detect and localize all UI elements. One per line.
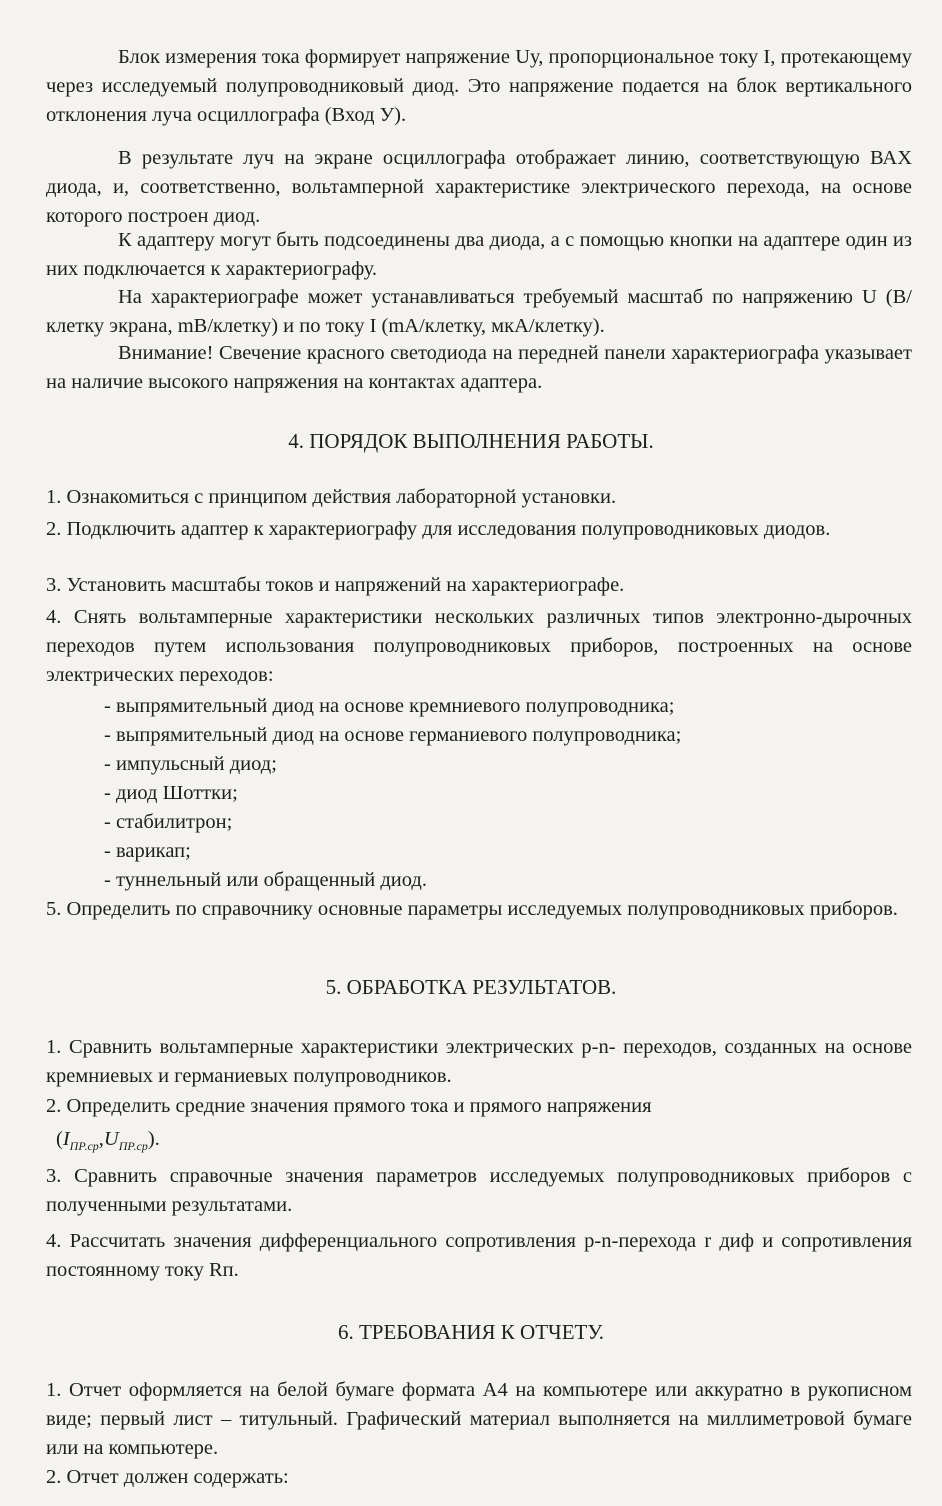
subitem-germanium: - выпрямительный диод на основе германиевого полупроводника; [104, 724, 682, 746]
subitem-silicon: - выпрямительный диод на основе кремниевого полупроводника; [104, 695, 675, 717]
section-5-item-3: 3. Сравнить справочные значения параметров исследуемых полупроводниковых приборов с полученными результатами. [46, 1165, 912, 1216]
section-4-item-2: 2. Подключить адаптер к характериографу для исследования полупроводниковых диодов. [46, 518, 831, 540]
section-6-item-1: 1. Отчет оформляется на белой бумаге формата А4 на компьютере или аккуратно в рукописном виде; первый лист – титульный. Графический материал выполняется на миллиметровой бумаге или на компьютере. [46, 1379, 912, 1459]
section-5-title: 5. ОБРАБОТКА РЕЗУЛЬТАТОВ. [325, 975, 617, 999]
section-5-item-1: 1. Сравнить вольтамперные характеристики электрических p-n- переходов, созданных на основе кремниевых и германиевых полупроводников. [46, 1036, 912, 1087]
section-4-title: 4. ПОРЯДОК ВЫПОЛНЕНИЯ РАБОТЫ. [288, 429, 654, 453]
section-5-item-2: 2. Определить средние значения прямого тока и прямого напряжения [46, 1095, 652, 1117]
intro-paragraph-1: Блок измерения тока формирует напряжение Uу, пропорциональное току I, протекающему через исследуемый полупроводниковый диод. Это напряжение подается на блок вертикального отклонения луча осциллографа (Вход У). [46, 46, 912, 126]
subitem-varicap: - варикап; [104, 840, 191, 862]
subitem-tunnel: - туннельный или обращенный диод. [104, 869, 427, 891]
intro-paragraph-5: Внимание! Свечение красного светодиода на передней панели характериографа указывает на наличие высокого напряжения на контактах адаптера. [46, 342, 912, 393]
section-4-item-5: 5. Определить по справочнику основные параметры исследуемых полупроводниковых приборов. [46, 898, 898, 920]
forward-current-voltage-formula: $(I_{ПР.ср},U_{ПР.ср})$. [56, 1128, 160, 1154]
section-4-item-1: 1. Ознакомиться с принципом действия лабораторной установки. [46, 486, 617, 508]
intro-paragraph-2: В результате луч на экране осциллографа отображает линию, соответствующую ВАХ диода, и, соответственно, вольтамперной характеристике электрического перехода, на основе которого построен диод. [46, 147, 912, 227]
intro-paragraph-3: К адаптеру могут быть подсоединены два диода, а с помощью кнопки на адаптере один из них подключается к характериографу. [46, 229, 912, 280]
subitem-schottky: - диод Шоттки; [104, 782, 238, 804]
section-4-item-3: 3. Установить масштабы токов и напряжений на характериографе. [46, 574, 625, 596]
subitem-zener: - стабилитрон; [104, 811, 233, 833]
section-5-item-4: 4. Рассчитать значения дифференциального сопротивления p-n-перехода r диф и сопротивления постоянному току Rп. [46, 1230, 912, 1281]
subitem-pulse: - импульсный диод; [104, 753, 277, 775]
section-4-item-4: 4. Снять вольтамперные характеристики нескольких различных типов электронно-дырочных переходов путем использования полупроводниковых приборов, построенных на основе электрических переходов: [46, 606, 912, 686]
section-6-title: 6. ТРЕБОВАНИЯ К ОТЧЕТУ. [337, 1320, 605, 1344]
intro-paragraph-4: На характериографе может устанавливаться требуемый масштаб по напряжению U (В/клетку экрана, mВ/клетку) и по току I (mА/клетку, мкА/клетку). [46, 286, 912, 337]
section-6-item-2: 2. Отчет должен содержать: [46, 1466, 289, 1488]
